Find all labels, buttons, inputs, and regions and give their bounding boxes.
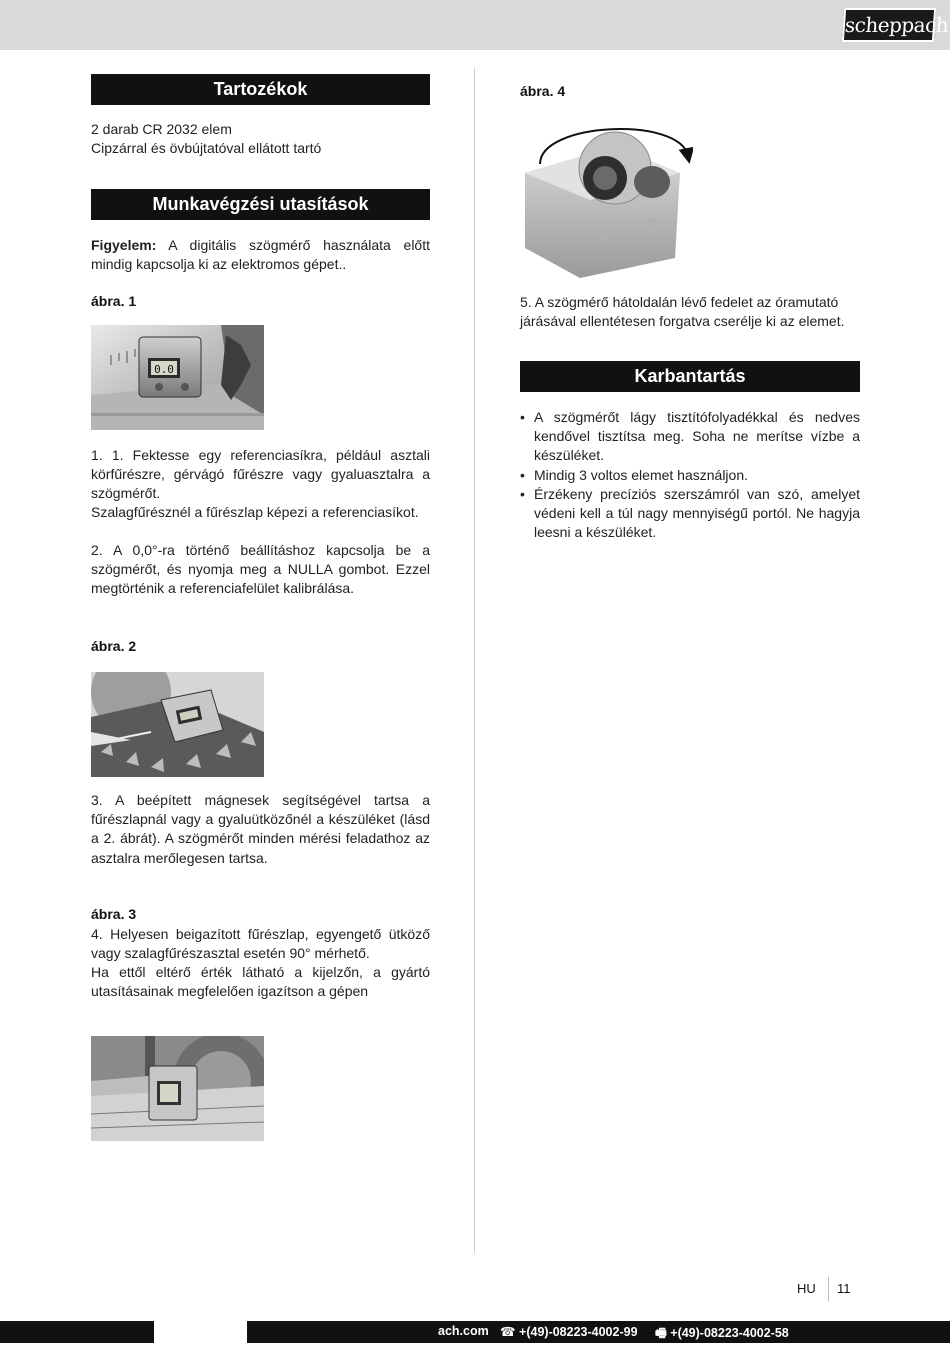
figure-3-photo	[91, 1036, 264, 1141]
figure-2-photo	[91, 672, 264, 777]
header-bar	[0, 0, 950, 50]
language-code: HU	[797, 1281, 816, 1296]
maintenance-item: • Érzékeny precíziós szerszámról van szó, amelyet védeni kell a túl nagy mennyiségű portól. Ne hagyja leesni a készüléket.	[520, 485, 860, 543]
figure-2-label: ábra. 2	[91, 638, 137, 654]
step-1-text: 1. 1. Fektesse egy referenciasíkra, például asztali körfűrészre, gérvágó fűrészre vagy gyaluasztalra a szögmérőt.	[91, 447, 430, 502]
figure-1-display-readout: 0.0	[154, 363, 174, 376]
accessory-item: 2 darab CR 2032 elem	[91, 121, 232, 137]
maintenance-list	[520, 408, 860, 542]
step-2-text: 2. A 0,0°-ra történő beállításhoz kapcsolja be a szögmérőt, és nyomja meg a NULLA gombot. Ezzel megtörténik a referenciafelület kalibrálása.	[91, 542, 430, 597]
phone-number: ☎ +(49)-08223-4002-99	[500, 1325, 638, 1339]
figure-4-label: ábra. 4	[520, 83, 566, 99]
maintenance-item: • A szögmérőt lágy tisztítófolyadékkal és nedves kendővel tisztítsa meg. Soha ne merítse vízbe a készüléket.	[520, 408, 860, 466]
accessory-item: Cipzárral és övbújtatóval ellátott tartó	[91, 140, 322, 157]
column-divider	[474, 68, 475, 1253]
maintenance-item: • Mindig 3 voltos elemet használjon.	[520, 466, 860, 485]
fax-number: 🖷 +(49)-08223-4002-58	[655, 1326, 789, 1340]
accessories-heading: Tartozékok	[91, 74, 430, 105]
step-3-text: 3. A beépített mágnesek segítségével tartsa a fűrészlapnál vagy a gyaluütközőnél a készüléket (lásd a 2. ábrát). A szögmérőt minden mérési feladathoz az asztalra merőlegesen tartsa.	[91, 792, 430, 866]
figure-3-label: ábra. 3	[91, 906, 137, 922]
instructions-heading: Munkavégzési utasítások	[91, 189, 430, 220]
figure-4-photo	[520, 118, 693, 278]
scheppach-logo: scheppach	[842, 8, 936, 42]
step-1-note: Szalagfűrésznél a fűrészlap képezi a referenciasíkot.	[91, 504, 419, 520]
figure-1-photo	[91, 325, 264, 430]
maintenance-heading: Karbantartás	[520, 361, 860, 392]
step-4-note: Ha ettől eltérő érték látható a kijelzőn, a gyártó utasításainak megfelelően igazítson a gépen	[91, 964, 430, 1000]
contact-bar-gap	[154, 1321, 247, 1343]
website-link[interactable]: ach.com	[438, 1324, 489, 1338]
warning-paragraph	[91, 236, 430, 274]
step-4-text: 4. Helyesen beigazított fűrészlap, egyengető ütköző vagy szalagfűrészasztal esetén 90° mérhető.	[91, 926, 430, 962]
warning-text: A digitális szögmérő használata előtt mindig kapcsolja ki az elektromos gépet..	[91, 237, 430, 273]
step-5-text: 5. A szögmérő hátoldalán lévő fedelet az óramutató járásával ellentétesen forgatva cserélje ki az elemet.	[520, 294, 845, 330]
figure-1-label: ábra. 1	[91, 293, 137, 309]
accessories-list	[91, 120, 430, 158]
page-number: 11	[837, 1281, 851, 1296]
warning-label: Figyelem:	[91, 237, 157, 253]
footer-separator	[828, 1277, 829, 1301]
